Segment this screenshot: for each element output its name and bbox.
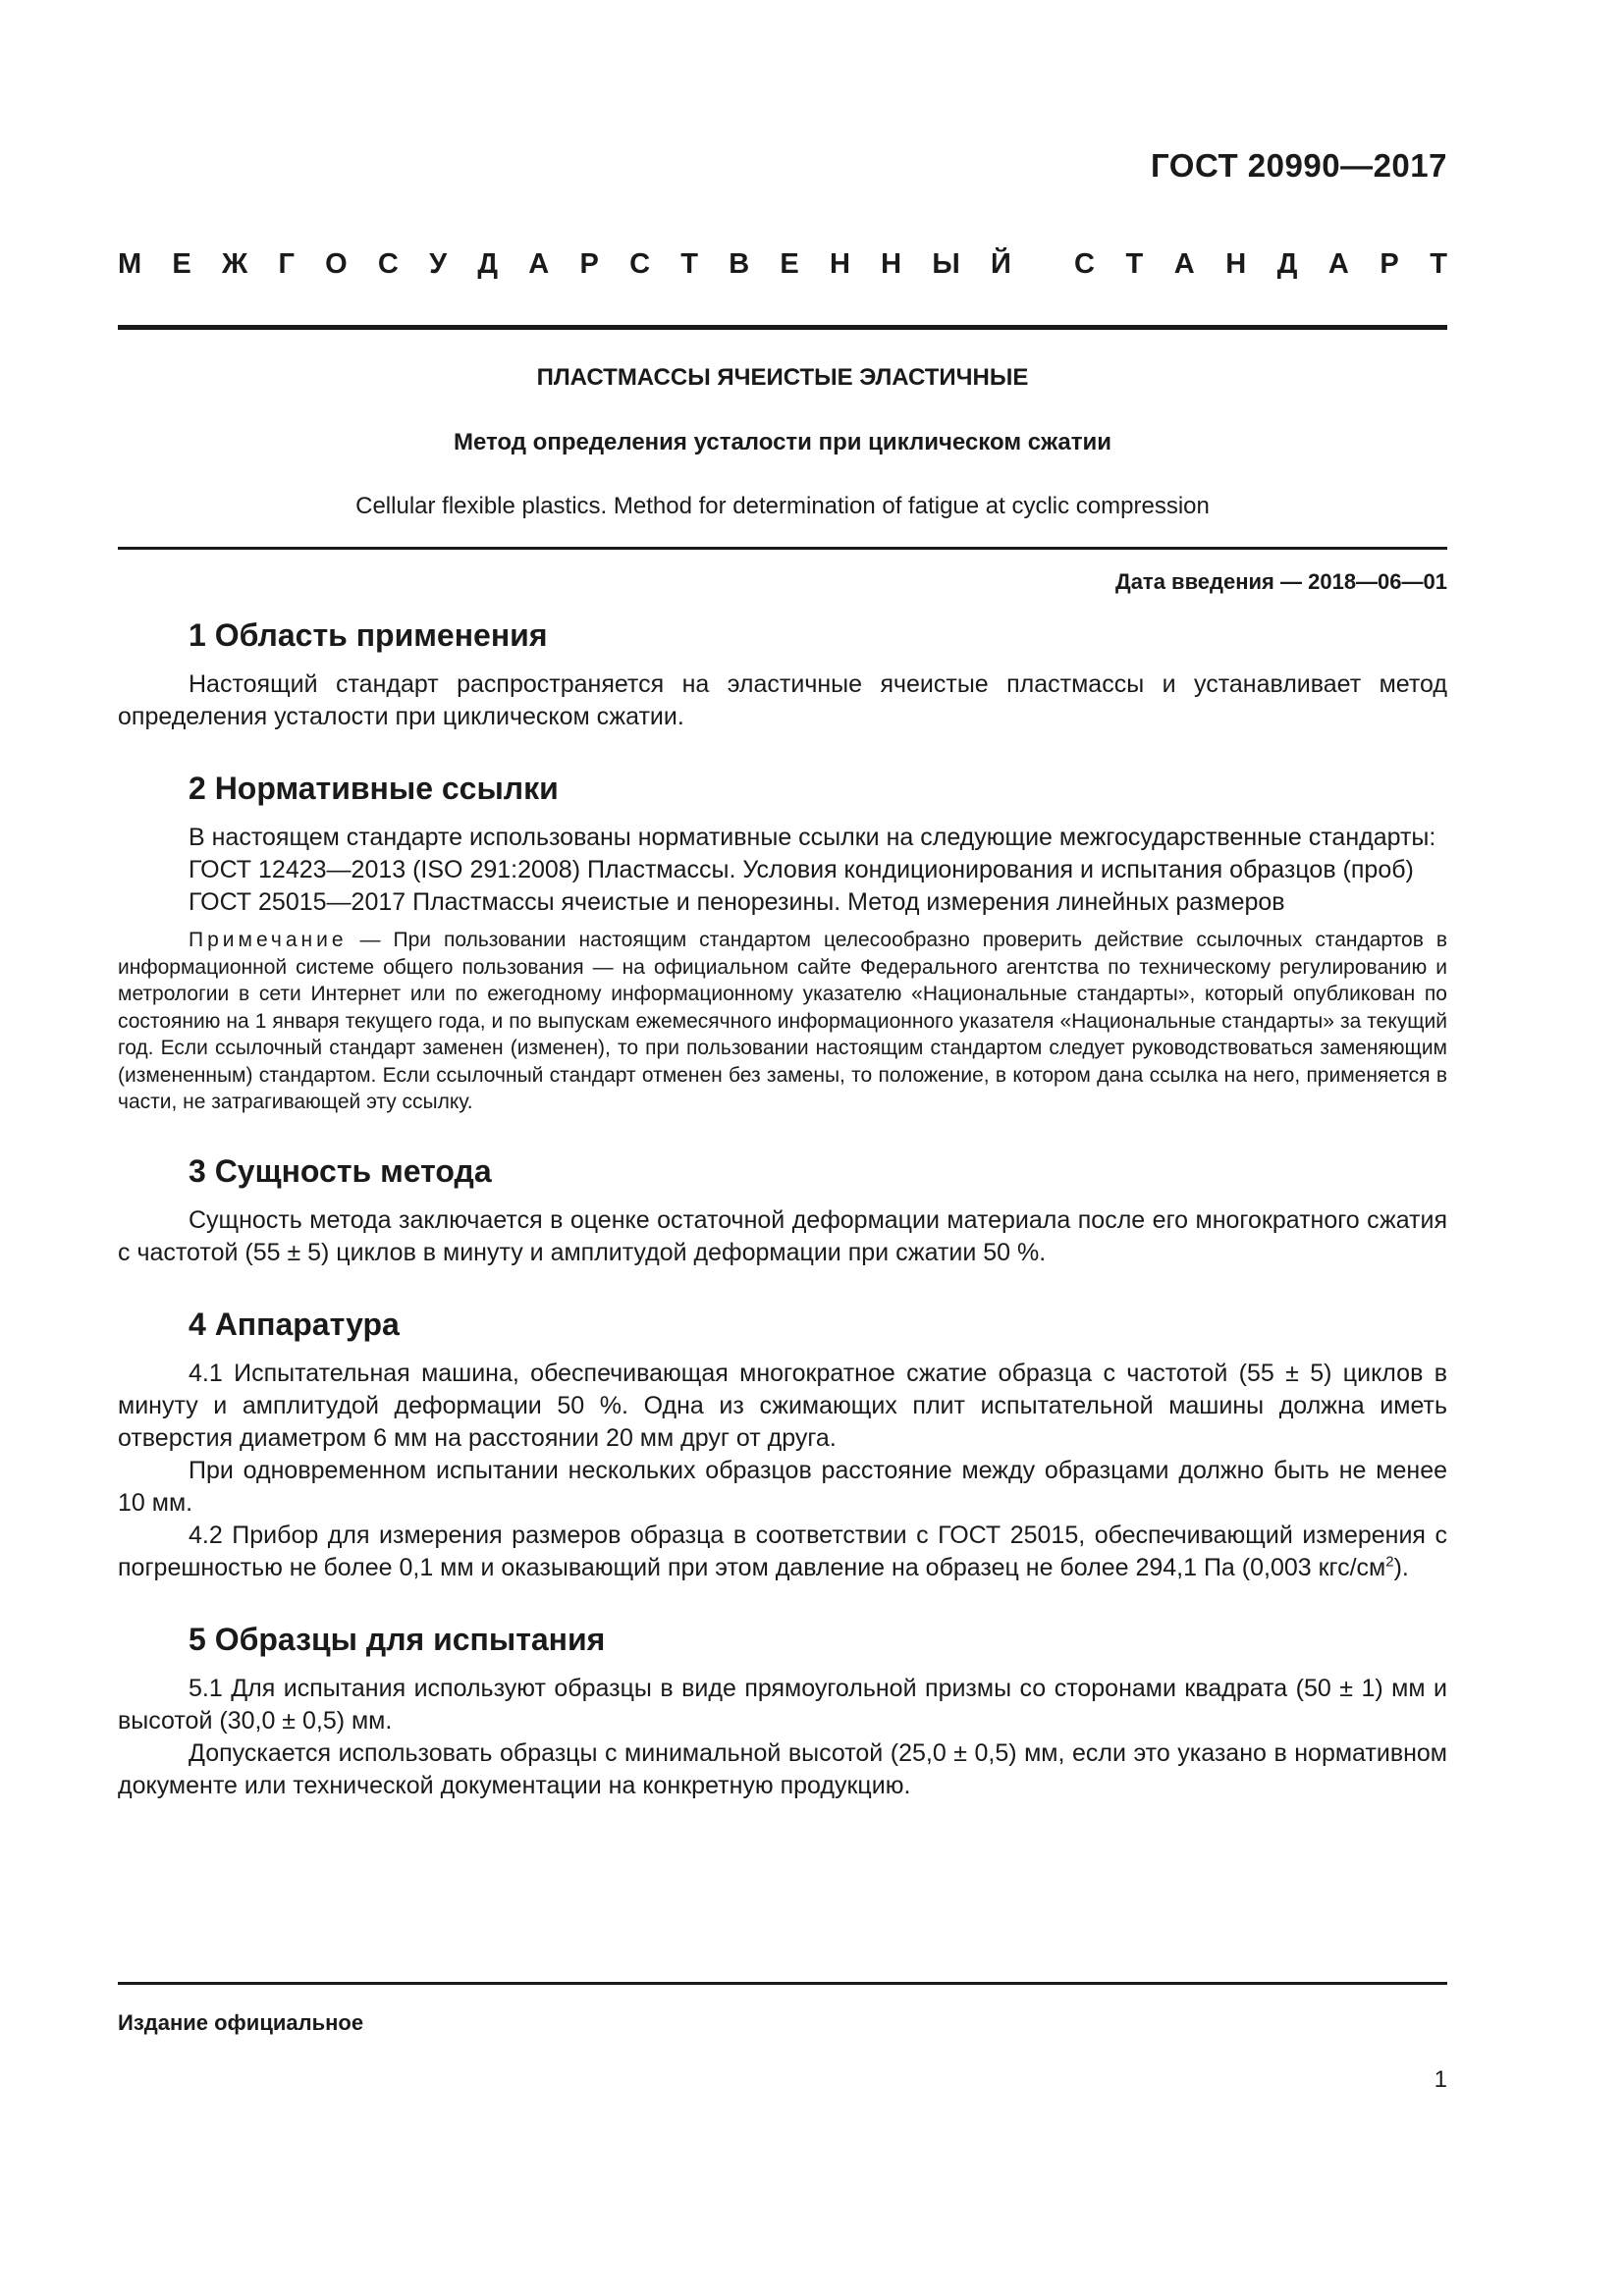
banner-letter: В (729, 248, 750, 280)
section-4-1-spacing-paragraph: При одновременном испытании нескольких образцов расстояние между образцами должно быть не менее 10 мм. (118, 1456, 1447, 1517)
banner-letter: А (528, 248, 550, 280)
banner-letter: А (1327, 248, 1349, 280)
banner-word-interstate (118, 248, 1011, 281)
banner-letter: Н (881, 248, 902, 280)
section-1-paragraph: Настоящий стандарт распространяется на эластичные ячеистые пластмассы и устанавливает метод определения усталости при циклическом сжатии. (118, 670, 1447, 730)
section-1-heading: 1 Область применения (189, 617, 548, 653)
section-5-1-paragraph: 5.1 Для испытания используют образцы в виде прямоугольной призмы со сторонами квадрата (50 ± 1) мм и высотой (30,0 ± 0,5) мм. (118, 1674, 1447, 1735)
top-rule (118, 325, 1447, 330)
section-3-heading: 3 Сущность метода (189, 1152, 492, 1189)
banner-letter: Д (477, 248, 499, 280)
banner-letter: Н (1225, 248, 1247, 280)
section-4-heading: 4 Аппаратура (189, 1306, 400, 1342)
banner-letter: Е (172, 248, 191, 280)
note-text: — При пользовании настоящим стандартом целесообразно проверить действие ссылочных стандартов в информационной системе общего пользования — на официальном сайте Федерального агентства по техническому регулированию и метрологии в сети Интернет или по ежегодному информационному указателю «Национальные стандарты», который опубликован по состоянию на 1 января текущего года, и по выпускам ежемесячного информационного указателя «Национальные стандарты» за текущий год. Если ссылочный стандарт заменен (изменен), то при пользовании настоящим стандартом следует руководствоваться заменяющим (измененным) стандартом. Если ссылочный стандарт отменен без замены, то положение, в котором дана ссылка на него, применяется в части, не затрагивающей эту ссылку. (118, 929, 1447, 1113)
banner-letter: Е (780, 248, 799, 280)
banner-letter: Д (1276, 248, 1298, 280)
banner-letter: Т (1125, 248, 1144, 280)
official-edition-label: Издание официальное (118, 2010, 364, 2035)
document-subtitle: Метод определения усталости при циклическом сжатии (453, 429, 1112, 455)
english-title: Cellular flexible plastics. Method for determination of fatigue at cyclic compression (355, 493, 1210, 519)
document-body (118, 614, 1447, 1802)
banner-letter: А (1173, 248, 1195, 280)
note-label: Примечание (189, 929, 348, 951)
banner-letter: Г (278, 248, 295, 280)
banner-letter: О (325, 248, 348, 280)
reference-note (118, 927, 1447, 1116)
standard-banner (118, 248, 1447, 281)
introduction-date: Дата введения — 2018—06—01 (1115, 569, 1447, 594)
banner-letter: Т (1430, 248, 1447, 280)
document-title: ПЛАСТМАССЫ ЯЧЕИСТЫЕ ЭЛАСТИЧНЫЕ (536, 364, 1029, 391)
banner-word-standard (1074, 248, 1447, 281)
banner-letter: Й (990, 248, 1011, 280)
footer-rule (118, 1982, 1447, 1985)
banner-letter: У (429, 248, 448, 280)
reference-gost-12423: ГОСТ 12423—2013 (ISO 291:2008) Пластмассы. Условия кондиционирования и испытания образцов (проб) (189, 856, 1414, 883)
banner-letter: Р (1380, 248, 1399, 280)
section-5-height-paragraph: Допускается использовать образцы с минимальной высотой (25,0 ± 0,5) мм, если это указано в нормативном документе или технической документации на конкретную продукцию. (118, 1738, 1447, 1799)
banner-letter: Ж (221, 248, 248, 280)
banner-letter: Т (680, 248, 698, 280)
title-rule (118, 547, 1447, 550)
section-5-heading: 5 Образцы для испытания (189, 1621, 606, 1657)
section-4-2-paragraph: 4.2 Прибор для измерения размеров образца в соответствии с ГОСТ 25015, обеспечивающий измерения с погрешностью не более 0,1 мм и оказывающий при этом давление на образец не более 294,1 Па (0,003 кгс/$см^2$). (118, 1521, 1447, 1581)
section-4-1-paragraph: 4.1 Испытательная машина, обеспечивающая многократное сжатие образца с частотой (55 ± 5) циклов в минуту и амплитудой деформации 50 %. Одна из сжимающих плит испытательной машины должна иметь отверстия диаметром 6 мм на расстоянии 20 мм друг от друга. (118, 1359, 1447, 1452)
reference-gost-25015: ГОСТ 25015—2017 Пластмассы ячеистые и пенорезины. Метод измерения линейных размеров (189, 888, 1285, 916)
banner-letter: С (377, 248, 399, 280)
section-3-paragraph: Сущность метода заключается в оценке остаточной деформации материала после его многократного сжатия с частотой (55 ± 5) циклов в минуту и амплитудой деформации при сжатии 50 %. (118, 1205, 1447, 1266)
section-2-paragraph: В настоящем стандарте использованы нормативные ссылки на следующие межгосударственные стандарты: (189, 824, 1436, 851)
gost-number: ГОСТ 20990—2017 (1151, 147, 1447, 184)
banner-letter: М (118, 248, 142, 280)
banner-letter: Ы (932, 248, 960, 280)
banner-letter: Р (579, 248, 599, 280)
banner-letter: Н (829, 248, 850, 280)
banner-letter: С (1074, 248, 1095, 280)
banner-letter: С (629, 248, 651, 280)
page-number: 1 (1434, 2066, 1447, 2093)
section-2-heading: 2 Нормативные ссылки (189, 771, 559, 806)
